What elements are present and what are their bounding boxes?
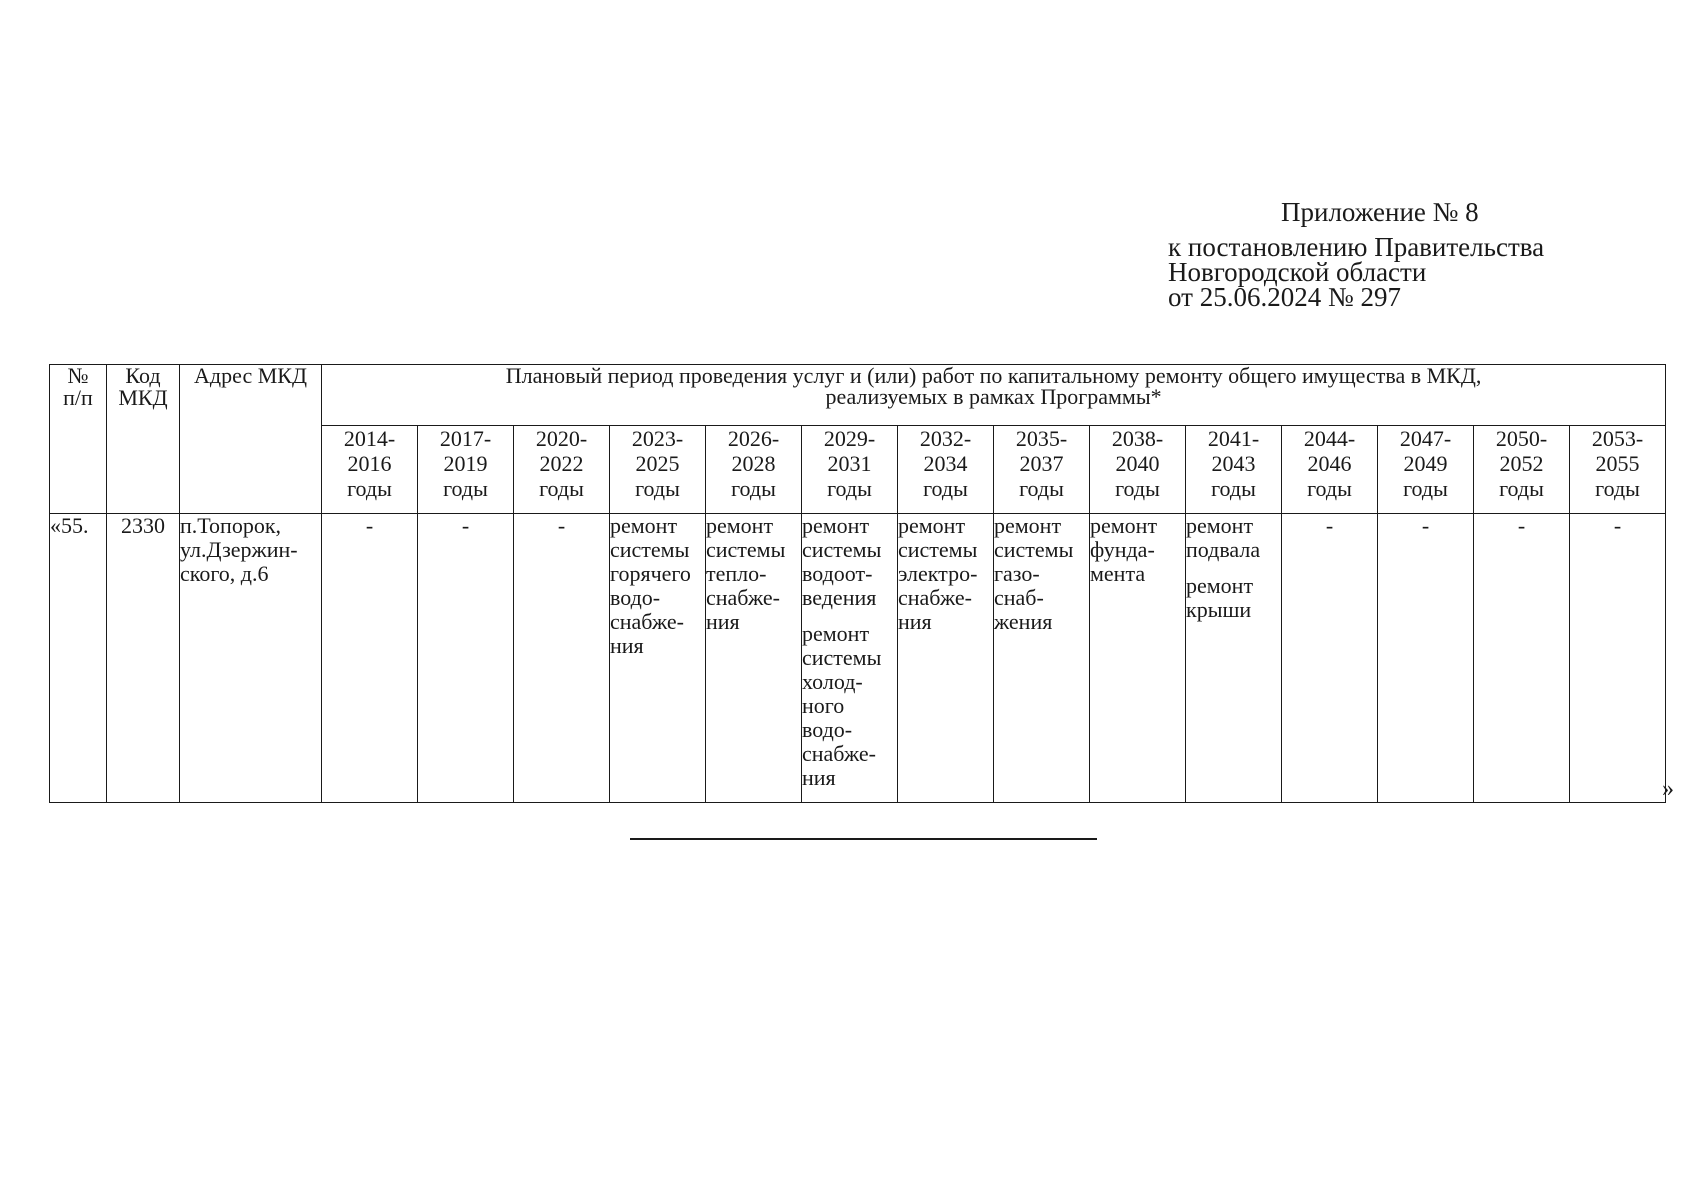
dash-mark: - [557, 513, 566, 538]
header-year-1 [418, 426, 514, 514]
header-year-13 [1570, 426, 1666, 514]
work-item: ремонт системы газо- снаб- жения [994, 513, 1074, 634]
work-item: ремонт фунда- мента [1090, 513, 1158, 586]
repair-schedule-table [49, 364, 1666, 803]
header-year-7 [994, 426, 1090, 514]
appendix-line-1: к постановлению Правительства [1168, 232, 1545, 262]
empty-cell-12 [1474, 514, 1570, 803]
header-year-label: 2023- 2025 годы [631, 426, 684, 501]
header-address [180, 365, 322, 514]
work-item: ремонт системы водоот- ведения [802, 513, 882, 610]
work-cell-8 [1090, 514, 1186, 803]
row-code-value: 2330 [121, 513, 165, 538]
work-item: ремонт системы тепло- снабже- ния [706, 513, 786, 634]
dash-mark: - [1325, 513, 1334, 538]
header-year-label: 2053- 2055 годы [1591, 426, 1644, 501]
header-period-label: Плановый период проведения услуг и (или) работ по капитальному ремонту общего имущества в МКД, реализуемых в рамках Программы* [505, 363, 1482, 409]
header-year-label: 2050- 2052 годы [1495, 426, 1548, 501]
row-address-value: п.Топорок, ул.Дзержин- ского, д.6 [180, 513, 298, 586]
header-year-5 [802, 426, 898, 514]
header-address-label: Адрес МКД [194, 363, 307, 388]
dash-mark: - [461, 513, 470, 538]
work-cell-7 [994, 514, 1090, 803]
header-code-label: Код МКД [118, 363, 168, 410]
empty-cell-2 [514, 514, 610, 803]
header-num-label: № п/п [63, 363, 93, 410]
header-year-12 [1474, 426, 1570, 514]
header-year-8 [1090, 426, 1186, 514]
empty-cell-11 [1378, 514, 1474, 803]
table-row [50, 514, 1666, 803]
empty-cell-1 [418, 514, 514, 803]
dash-mark: - [365, 513, 374, 538]
header-year-label: 2035- 2037 годы [1015, 426, 1068, 501]
header-year-label: 2047- 2049 годы [1399, 426, 1452, 501]
header-year-label: 2020- 2022 годы [535, 426, 588, 501]
header-year-label: 2044- 2046 годы [1303, 426, 1356, 501]
work-item: ремонт системы горячего водо- снабже- ния [610, 513, 691, 658]
header-year-4 [706, 426, 802, 514]
header-year-label: 2041- 2043 годы [1207, 426, 1260, 501]
header-year-label: 2026- 2028 годы [727, 426, 780, 501]
appendix-line-2: Новгородской области [1168, 257, 1427, 287]
header-year-9 [1186, 426, 1282, 514]
work-cell-4 [706, 514, 802, 803]
header-year-label: 2038- 2040 годы [1111, 426, 1164, 501]
row-num-value: «55. [50, 513, 89, 538]
work-cell-5 [802, 514, 898, 803]
closing-quote: » [1662, 776, 1674, 802]
work-cell-6 [898, 514, 994, 803]
appendix-title: Приложение № 8 [1281, 197, 1479, 227]
header-year-label: 2029- 2031 годы [823, 426, 876, 501]
header-year-2 [514, 426, 610, 514]
empty-cell-13 [1570, 514, 1666, 803]
header-year-label: 2017- 2019 годы [439, 426, 492, 501]
dash-mark: - [1421, 513, 1430, 538]
dash-mark: - [1517, 513, 1526, 538]
work-item: ремонт системы холод- ного водо- снабже- ния [802, 621, 882, 790]
header-year-11 [1378, 426, 1474, 514]
work-item: ремонт крыши [1186, 573, 1254, 622]
row-address [180, 514, 322, 803]
work-cell-3 [610, 514, 706, 803]
header-year-label: 2032- 2034 годы [919, 426, 972, 501]
work-item: ремонт системы электро- снабже- ния [898, 513, 978, 634]
header-year-label: 2014- 2016 годы [343, 426, 396, 501]
appendix-header [1168, 197, 1668, 312]
work-cell-9 [1186, 514, 1282, 803]
empty-cell-10 [1282, 514, 1378, 803]
separator-line [630, 838, 1097, 840]
work-item: ремонт подвала [1186, 513, 1261, 562]
header-num [50, 365, 107, 514]
appendix-line-3: от 25.06.2024 № 297 [1168, 282, 1401, 312]
empty-cell-0 [322, 514, 418, 803]
row-num [50, 514, 107, 803]
header-period [322, 365, 1666, 426]
header-year-10 [1282, 426, 1378, 514]
header-year-0 [322, 426, 418, 514]
dash-mark: - [1613, 513, 1622, 538]
header-year-6 [898, 426, 994, 514]
header-year-3 [610, 426, 706, 514]
header-code [107, 365, 180, 514]
row-code [107, 514, 180, 803]
